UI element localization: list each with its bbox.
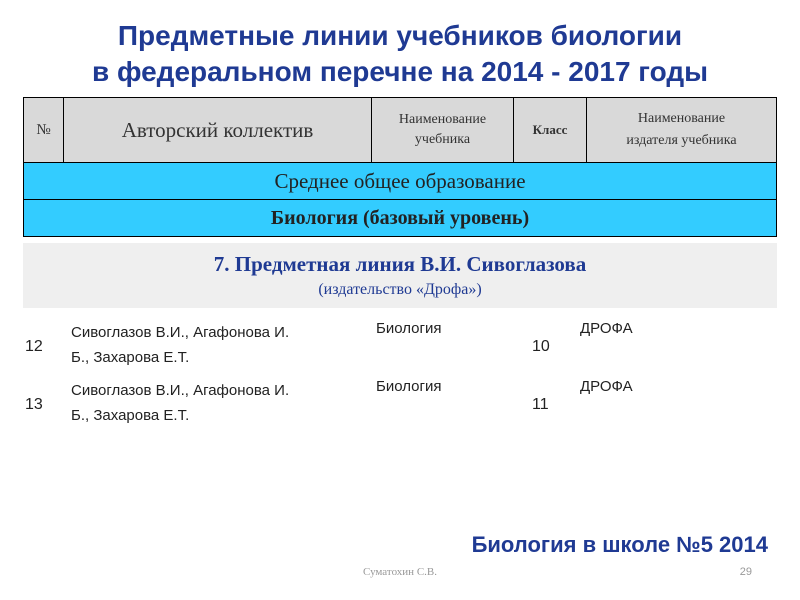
row-textbook-name: Биология bbox=[376, 320, 442, 337]
page-number: 29 bbox=[739, 566, 752, 578]
row-num: 12 bbox=[25, 338, 43, 355]
row-publisher: ДРОФА bbox=[580, 320, 633, 337]
education-level-band: Среднее общее образование bbox=[23, 163, 777, 200]
header-textbook-name bbox=[372, 98, 514, 162]
header-publisher-line-1: Наименование bbox=[637, 111, 726, 126]
row-textbook-name: Биология bbox=[376, 378, 442, 395]
table-header bbox=[23, 97, 777, 163]
textbook-list bbox=[23, 318, 777, 434]
row-num: 13 bbox=[25, 396, 43, 413]
header-class: Класс bbox=[514, 98, 587, 162]
subject-line-title: 7. Предметная линия В.И. Сивоглазова bbox=[213, 252, 587, 276]
row-authors-line-1: Сивоглазов В.И., Агафонова И. bbox=[71, 382, 290, 399]
row-authors-line-2: Б., Захарова Е.Т. bbox=[71, 407, 190, 424]
subject-line-box bbox=[23, 243, 777, 308]
slide-title bbox=[0, 18, 800, 90]
header-textbook-name-line-1: Наименование bbox=[398, 112, 487, 127]
header-num: № bbox=[24, 98, 64, 162]
footer-author: Суматохин С.В. bbox=[363, 566, 437, 578]
school-caption: Биология в школе №5 2014 bbox=[471, 532, 768, 557]
table-row bbox=[23, 376, 777, 434]
header-authors: Авторский коллектив bbox=[64, 98, 372, 162]
table-row bbox=[23, 318, 777, 376]
header-publisher-line-2: издателя учебника bbox=[626, 133, 737, 148]
row-authors bbox=[71, 320, 371, 370]
subject-line-publisher: (издательство «Дрофа») bbox=[318, 281, 482, 298]
subject-band: Биология (базовый уровень) bbox=[23, 200, 777, 237]
row-class: 11 bbox=[532, 396, 549, 413]
slide-title-line-2: в федеральном перечне на 2014 - 2017 годы bbox=[91, 56, 709, 87]
row-authors-line-1: Сивоглазов В.И., Агафонова И. bbox=[71, 324, 290, 341]
row-authors bbox=[71, 378, 371, 428]
row-class: 10 bbox=[532, 338, 550, 355]
row-publisher: ДРОФА bbox=[580, 378, 633, 395]
row-authors-line-2: Б., Захарова Е.Т. bbox=[71, 349, 190, 366]
header-publisher bbox=[587, 98, 776, 162]
header-textbook-name-line-2: учебника bbox=[414, 132, 471, 147]
slide-title-line-1: Предметные линии учебников биологии bbox=[117, 20, 683, 51]
